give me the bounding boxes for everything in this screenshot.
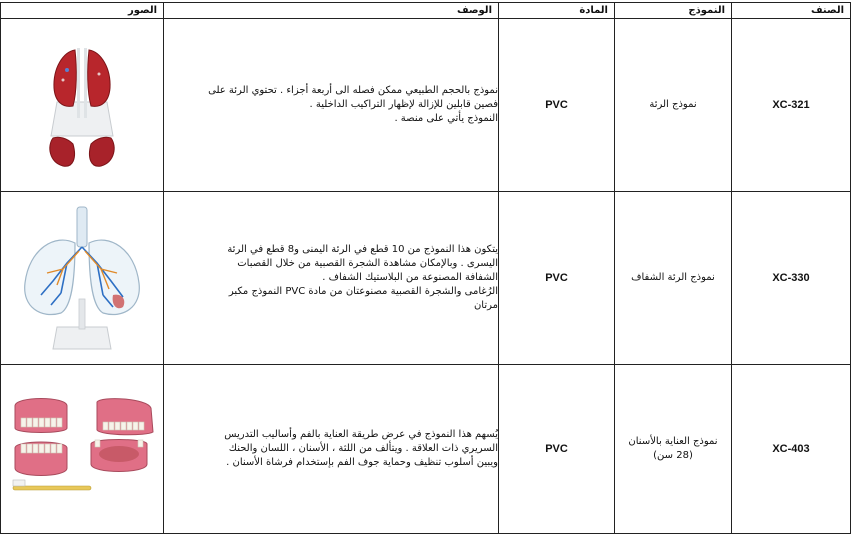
- vessel-dot: [98, 73, 101, 76]
- toothbrush-handle: [13, 486, 91, 490]
- vessel-dot: [65, 68, 69, 72]
- table-row: [1, 19, 851, 192]
- product-model: نموذج الرئة: [615, 19, 732, 192]
- tongue: [99, 446, 139, 462]
- product-photo-cell: [1, 365, 164, 534]
- header-row: [1, 3, 851, 19]
- stand-base: [53, 327, 111, 349]
- vessel-dot: [62, 79, 65, 82]
- product-description: [164, 19, 499, 192]
- header-code: الصنف: [732, 3, 851, 19]
- stand-pole: [84, 48, 87, 118]
- product-material: PVC: [499, 365, 615, 534]
- stand-shape: [51, 102, 113, 136]
- toothbrush-bristles: [13, 480, 25, 486]
- table-row: [1, 192, 851, 365]
- product-material: PVC: [499, 19, 615, 192]
- product-model: [615, 365, 732, 534]
- product-code: XC-403: [732, 365, 851, 534]
- description-line: السريري ذات العلاقة . ويتألف من اللثة ، الأسنان ، اللسان والحنك: [228, 443, 498, 454]
- description-line: الرُغامى والشجرة القصبية مصنوعتان من مادة PVC النموذج مكبر: [228, 286, 498, 297]
- upper-jaw-left: [15, 399, 67, 433]
- header-photos: الصور: [1, 3, 164, 19]
- product-table: [0, 2, 851, 534]
- upper-teeth-left: [21, 418, 62, 427]
- product-description: [164, 365, 499, 534]
- stand-pole: [77, 48, 80, 118]
- lung-model-image-icon: [27, 40, 137, 170]
- header-model: النموذج: [615, 3, 732, 19]
- description-line: فصين قابلين للإزالة لإظهار التراكيب الداخلية .: [309, 99, 498, 110]
- product-description: [164, 192, 499, 365]
- dental-care-model-image-icon: [7, 394, 157, 504]
- transparent-lung-model-image-icon: [17, 203, 147, 353]
- header-description: الوصف: [164, 3, 499, 19]
- lower-teeth-left: [21, 444, 62, 453]
- description-line: النموذج يأتي على منصة .: [394, 113, 498, 124]
- header-material: المادة: [499, 3, 615, 19]
- right-lower-lobe: [89, 137, 114, 166]
- description-line: يتكون هذا النموذج من 10 قطع في الرئة اليمنى و8 قطع في الرئة: [227, 244, 498, 255]
- trachea: [77, 207, 87, 247]
- product-photo-cell: [1, 19, 164, 192]
- product-photo-cell: [1, 192, 164, 365]
- left-lung: [25, 240, 75, 314]
- product-code: XC-330: [732, 192, 851, 365]
- model-note: (28 سن): [653, 450, 693, 461]
- upper-teeth-right: [103, 422, 144, 430]
- table-row: [1, 365, 851, 534]
- left-lower-lobe: [50, 137, 75, 166]
- description-line: الشفافة المصنوعة من البلاستيك الشفاف .: [322, 272, 498, 283]
- description-line: نموذج بالحجم الطبيعي ممكن فصله الى أربعة أجزاء . تحتوي الرئة على: [208, 85, 498, 96]
- description-line: اليسرى . وبالإمكان مشاهدة الشجرة القصبية من خلال القصبات: [237, 258, 498, 269]
- product-material: PVC: [499, 192, 615, 365]
- left-upper-lobe: [54, 50, 76, 106]
- right-upper-lobe: [88, 50, 110, 106]
- product-code: XC-321: [732, 19, 851, 192]
- product-model: نموذج الرئة الشفاف: [615, 192, 732, 365]
- stand-pole: [79, 299, 85, 329]
- model-name: نموذج العناية بالأسنان: [628, 436, 718, 447]
- description-line: ويبين أسلوب تنظيف وحماية جوف الفم بإستخدام فرشاة الأسنان .: [226, 457, 498, 468]
- description-line: مرتان: [473, 300, 498, 311]
- description-line: يُسهم هذا النموذج في عرض طريقة العناية بالفم وأساليب التدريس: [224, 429, 498, 440]
